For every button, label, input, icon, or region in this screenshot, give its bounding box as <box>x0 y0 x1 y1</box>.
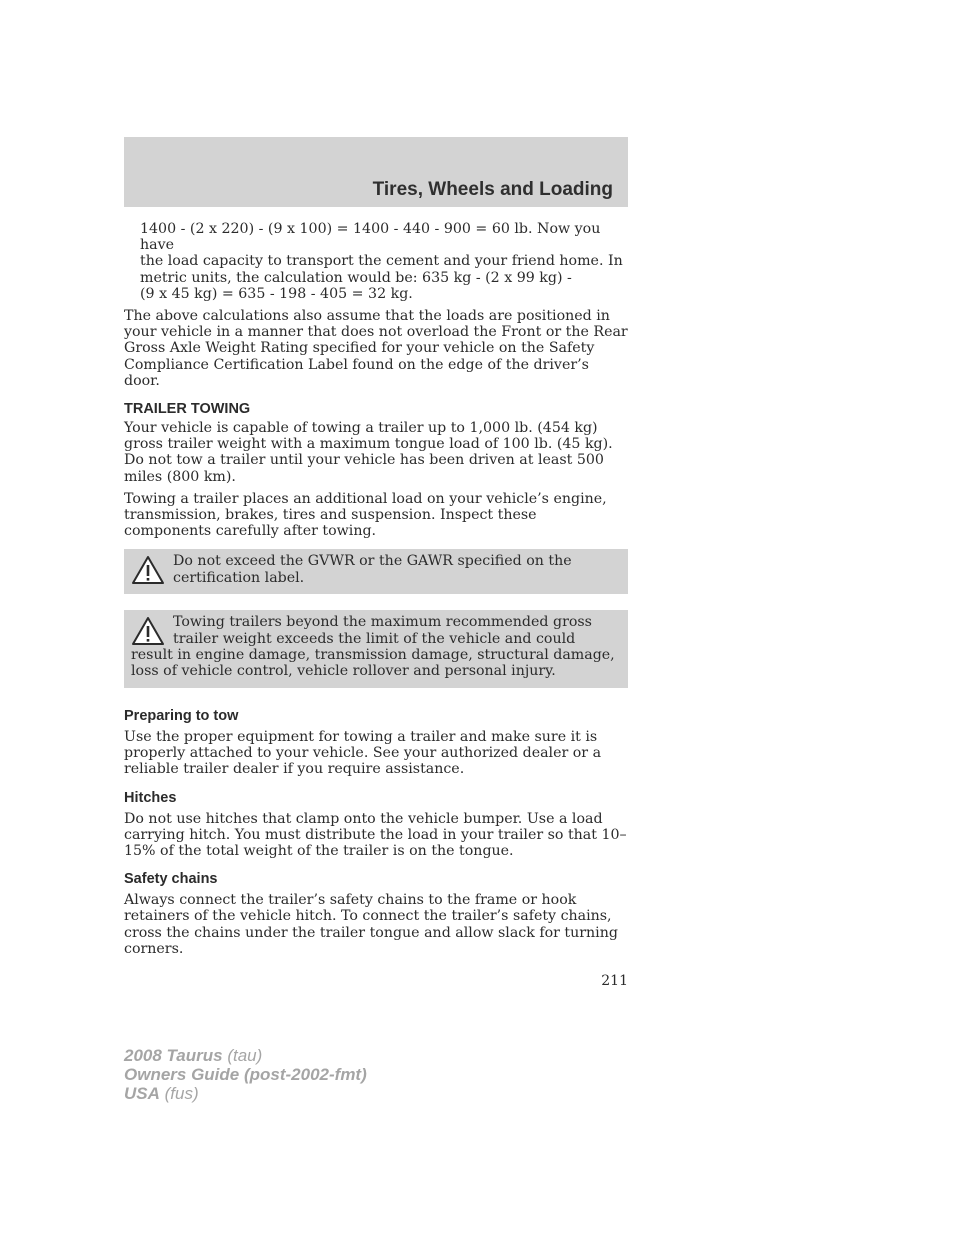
footer-line-model <box>124 1046 367 1065</box>
document-footer <box>124 1046 367 1103</box>
preparing-to-tow-paragraph: Use the proper equipment for towing a trailer and make sure it is properly attached to your vehicle. See your authorized dealer or a reliable trailer dealer if you require assistance. <box>124 728 602 778</box>
trailer-load-paragraph: Towing a trailer places an additional load on your vehicle’s engine, transmission, brakes, tires and suspension. Inspect these components carefully after towing. <box>124 490 607 540</box>
footer-market-code: (fus) <box>164 1084 199 1103</box>
preparing-to-tow-heading: Preparing to tow <box>124 707 239 724</box>
page-content <box>124 221 628 989</box>
warning-text: Do not exceed the GVWR or the GAWR specified on the certification label. <box>173 553 572 586</box>
assumptions-paragraph: The above calculations also assume that the loads are positioned in your vehicle in a manner that does not overload the Front or the Rear Gross Axle Weight Rating specified for your vehicle on the Safety Compliance Certification Label found on the edge of the driver’s door. <box>124 308 628 389</box>
calculation-text <box>124 221 628 302</box>
warning-box-overload <box>124 610 628 688</box>
safety-chains-paragraph: Always connect the trailer’s safety chains to the frame or hook retainers of the vehicle hitch. To connect the trailer’s safety chains, cross the chains under the trailer tongue and allow slack for turning corners. <box>124 892 618 957</box>
footer-line-guide <box>124 1065 367 1084</box>
hitches-paragraph: Do not use hitches that clamp onto the vehicle bumper. Use a load carrying hitch. You must distribute the load in your trailer so that 10–15% of the total weight of the trailer is on the tongue. <box>124 810 627 859</box>
warning-triangle-icon <box>131 616 165 646</box>
calc-line: the load capacity to transport the cement and your friend home. In <box>140 253 623 270</box>
footer-market: USA <box>124 1084 160 1103</box>
footer-guide: Owners Guide (post-2002-fmt) <box>124 1065 367 1084</box>
calc-line: metric units, the calculation would be: 635 kg - (2 x 99 kg) - <box>140 269 572 286</box>
footer-line-market <box>124 1084 367 1103</box>
footer-model: 2008 Taurus <box>124 1046 223 1065</box>
warning-box-gvwr <box>124 549 628 594</box>
calc-line: 1400 - (2 x 220) - (9 x 100) = 1400 - 440 - 900 = 60 lb. Now you have <box>140 221 601 254</box>
warning-text: Towing trailers beyond the maximum recommended gross trailer weight exceeds the limit of the vehicle and could result in engine damage, transmission damage, structural damage, loss of vehicle control, vehicle rollover and personal injury. <box>131 614 615 680</box>
trailer-capacity-paragraph: Your vehicle is capable of towing a trailer up to 1,000 lb. (454 kg) gross trailer weight with a maximum tongue load of 100 lb. (45 kg). Do not tow a trailer until your vehicle has been driven at least 500 miles (800 km). <box>124 420 613 485</box>
footer-model-code: (tau) <box>227 1046 263 1065</box>
warning-triangle-icon <box>131 555 165 585</box>
safety-chains-heading: Safety chains <box>124 871 218 888</box>
calc-line: (9 x 45 kg) = 635 - 198 - 405 = 32 kg. <box>140 285 413 302</box>
chapter-title: Tires, Wheels and Loading <box>372 179 613 200</box>
page-number: 211 <box>601 972 628 989</box>
trailer-towing-heading: TRAILER TOWING <box>124 401 251 418</box>
chapter-header-band <box>124 137 628 207</box>
hitches-heading: Hitches <box>124 789 177 806</box>
